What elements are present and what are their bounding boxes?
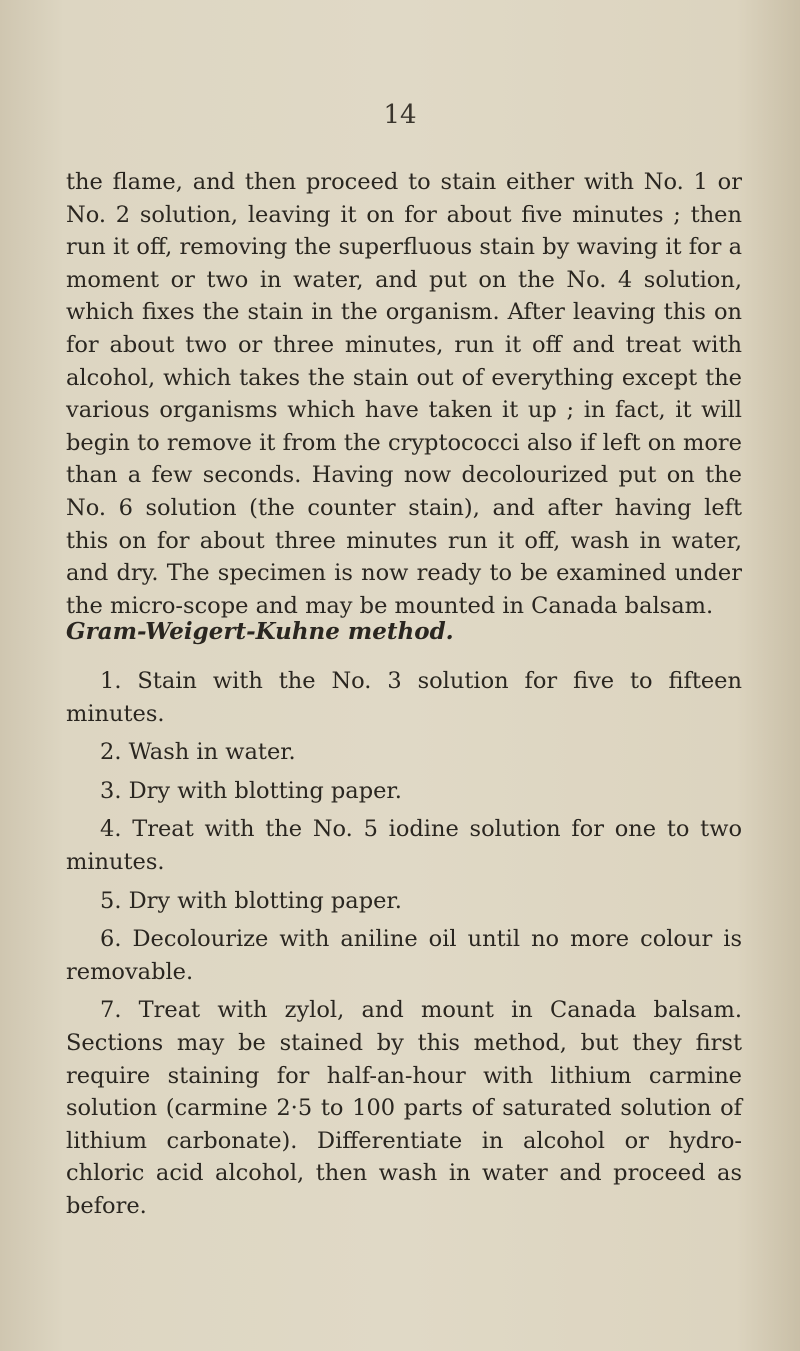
page-number: 14 [383, 100, 417, 130]
method-step: 5. Dry with blotting paper. [100, 887, 402, 914]
method-step: 1. Stain with the No. 3 solution for five to fifteen minutes. [66, 668, 742, 727]
paragraph-staining-procedure: the flame, and then proceed to stain either with No. 1 or No. 2 solution, leaving it on for about five minutes ; then run it off, removing the superfluous stain by waving it for a moment or two in water, and put on the No. 4 solution, which fixes the stain in the organism. After leaving this on for about two or three minutes, run it off and treat with alcohol, which takes the stain out of everything except the various organisms which have taken it up ; in fact, it will begin to remove it from the cryptococci also if left on more than a few seconds. Having now decolourized put on the No. 6 solution (the counter stain), and after having left this on for about three minutes run it off, wash in water, and dry. The specimen is now ready to be examined under the micro-scope and may be mounted in Canada balsam. [66, 169, 742, 619]
method-step: 3. Dry with blotting paper. [100, 777, 402, 804]
section-heading: Gram-Weigert-Kuhne method. [66, 618, 454, 645]
method-step: 7. Treat with zylol, and mount in Canada balsam. Sections may be stained by this method, but they first require staining for half-an-hour with lithium carmine solution (carmine 2·5 to 100 parts of saturated solution of lithium carbonate). Differentiate in alcohol or hydro-chloric acid alcohol, then wash in water and proceed as before. [66, 997, 742, 1219]
method-step: 2. Wash in water. [100, 739, 296, 766]
method-step: 4. Treat with the No. 5 iodine solution for one to two minutes. [66, 816, 742, 875]
method-step: 6. Decolourize with aniline oil until no more colour is removable. [66, 926, 742, 985]
method-steps-list [66, 665, 742, 1223]
